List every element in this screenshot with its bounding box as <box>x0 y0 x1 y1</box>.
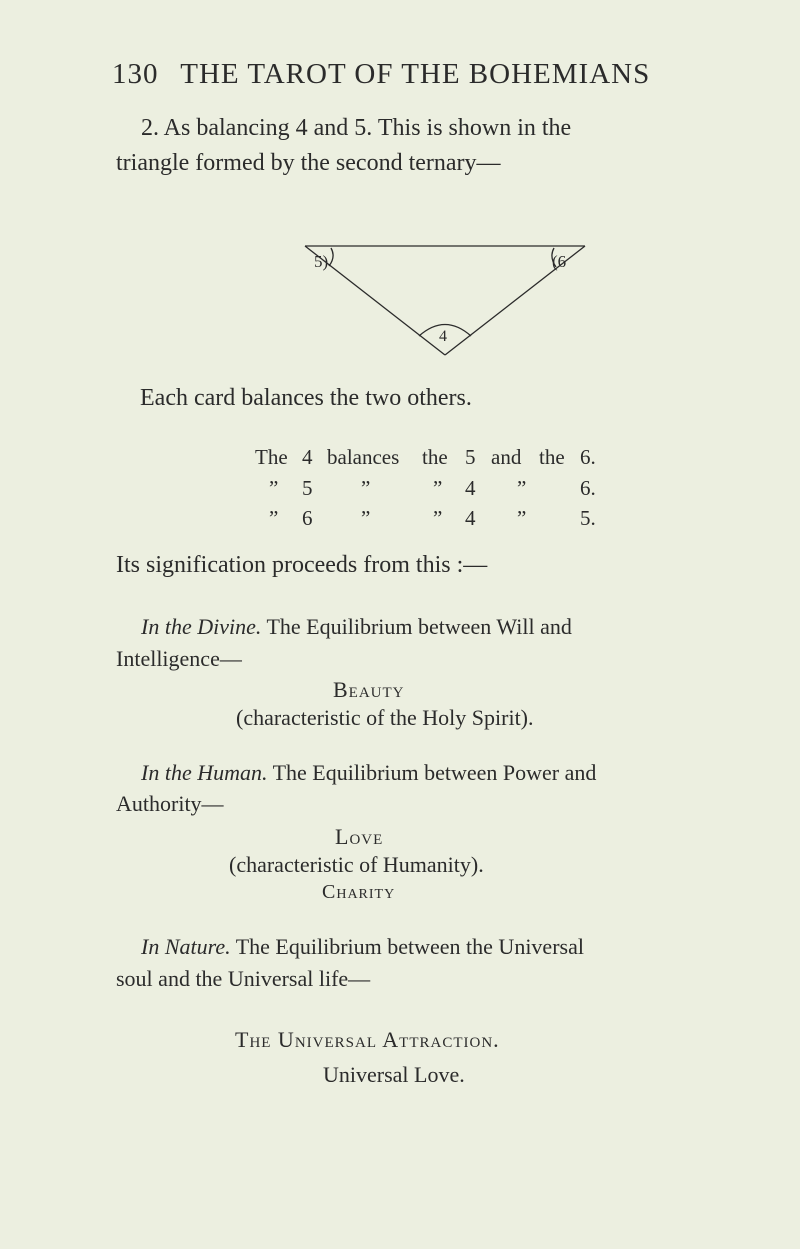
human-line-1 <box>141 760 596 786</box>
cell: the <box>422 445 448 469</box>
nature-term: The Universal Attraction. <box>235 1027 500 1052</box>
divine-term: Beauty <box>333 677 405 702</box>
cell: The <box>255 445 288 469</box>
nature-term-2: Universal Love. <box>323 1062 465 1087</box>
cell: ” <box>517 506 527 530</box>
cell: ” <box>361 506 371 530</box>
nature-heading: In Nature. <box>141 934 231 959</box>
human-line-2: Authority— <box>116 791 224 816</box>
divine-heading: In the Divine. <box>141 614 262 639</box>
human-text-1: The Equilibrium between Power and <box>267 760 597 785</box>
signification-line: Its signification proceeds from this :— <box>116 552 488 578</box>
cell: the <box>539 445 565 469</box>
human-term-2: Charity <box>322 881 396 903</box>
nature-text-1: The Equilibrium between the Universal <box>230 934 584 959</box>
angle-arc-left <box>329 248 333 266</box>
book-title: THE TAROT OF THE BOHEMIANS <box>180 58 651 90</box>
cell: 6. <box>580 476 596 500</box>
cell: ” <box>433 476 443 500</box>
cell: and <box>491 445 522 469</box>
cell: 4 <box>465 506 476 530</box>
each-card-sentence: Each card balances the two others. <box>140 385 472 411</box>
cell: 5 <box>302 476 313 500</box>
human-note: (characteristic of Humanity). <box>229 852 484 877</box>
intro-line-1: 2. As balancing 4 and 5. This is shown in the <box>141 115 572 141</box>
cell: 6. <box>580 445 596 469</box>
nature-line-2: soul and the Universal life— <box>116 966 371 991</box>
cell: 5. <box>580 506 596 530</box>
cell: ” <box>269 506 279 530</box>
cell: ” <box>361 476 371 500</box>
divine-line-1 <box>141 614 572 640</box>
vertex-label-4: 4 <box>439 328 447 345</box>
cell: 6 <box>302 506 313 530</box>
cell: 5 <box>465 445 476 469</box>
cell: balances <box>327 445 400 469</box>
cell: 4 <box>302 445 313 469</box>
divine-line-2: Intelligence— <box>116 646 242 671</box>
cell: ” <box>433 506 443 530</box>
nature-line-1 <box>141 934 584 960</box>
cell: ” <box>517 476 527 500</box>
human-term: Love <box>335 824 384 849</box>
cell: ” <box>269 476 279 500</box>
cell: 4 <box>465 476 476 500</box>
human-heading: In the Human. <box>141 760 268 785</box>
ternary-triangle-diagram <box>300 243 590 358</box>
vertex-label-6: (6 <box>552 252 567 271</box>
page-number: 130 <box>112 58 159 90</box>
running-header <box>112 58 650 91</box>
vertex-label-5: 5) <box>314 252 329 271</box>
divine-note: (characteristic of the Holy Spirit). <box>236 705 534 730</box>
intro-line-2: triangle formed by the second ternary— <box>116 150 501 176</box>
divine-text-1: The Equilibrium between Will and <box>261 614 572 639</box>
